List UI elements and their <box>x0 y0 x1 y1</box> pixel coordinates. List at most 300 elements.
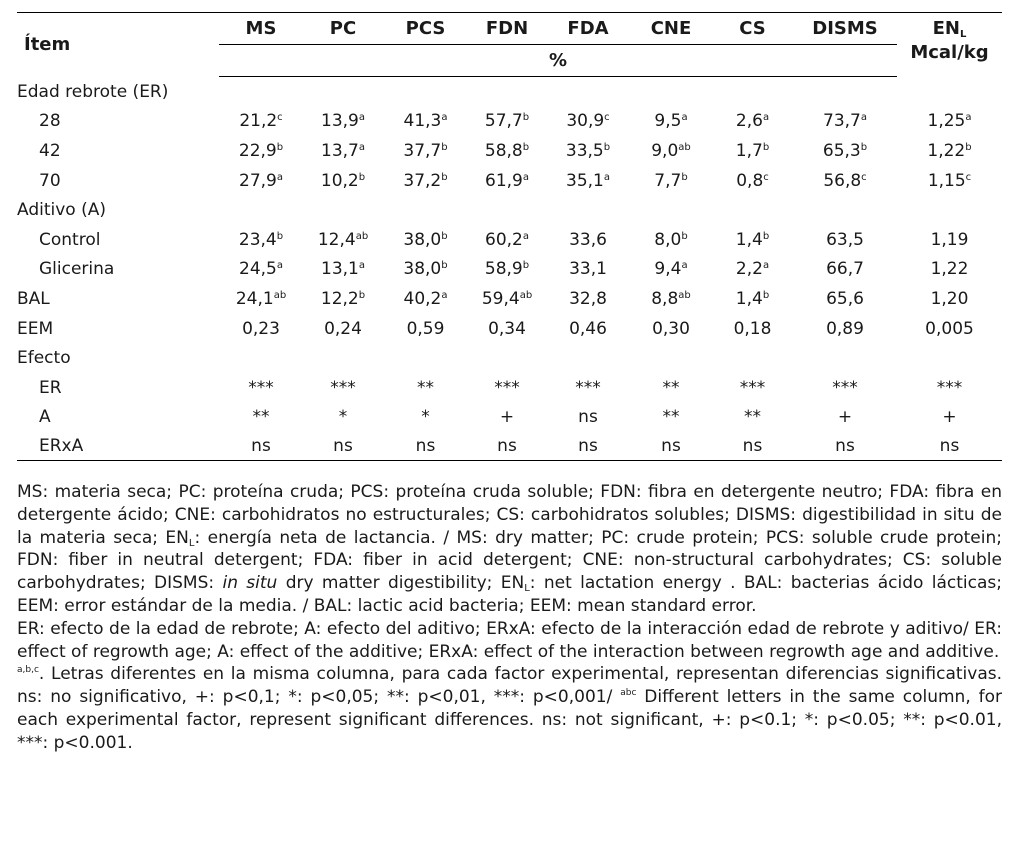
col-header-fdn: FDN <box>468 13 546 45</box>
cell-superscript: c <box>604 112 610 124</box>
table-cell <box>793 343 897 373</box>
cell-value: 37,7 <box>403 140 442 161</box>
cell-superscript: c <box>277 112 283 124</box>
note-text: Different letters in the same column, for each experimental factor, represent significant differences. ns: not significant, +: p<0.1; *: p<0.05; **: p<0.01, ***: p<0.001. <box>17 687 1003 753</box>
cell-superscript: ab <box>273 289 287 301</box>
cell-superscript: b <box>441 230 448 242</box>
cell-value: 65,6 <box>826 288 864 309</box>
row-label: Aditivo (A) <box>17 200 106 221</box>
cell-superscript: b <box>522 141 530 153</box>
cell-superscript: b <box>860 141 868 153</box>
table-cell <box>383 195 468 225</box>
table-cell <box>383 343 468 373</box>
col-header-pc: PC <box>303 13 383 45</box>
note-significance <box>17 663 1002 754</box>
cell-superscript: c <box>763 171 769 183</box>
cell-superscript: a <box>441 112 448 124</box>
note-text: : net lactation energy . BAL: bacterias ácido lácticas; EEM: error estándar de la media. / BAL: lactic acid bacteria; EEM: mean standard error. <box>17 573 1002 616</box>
note-superscript: a,b,c <box>17 665 39 676</box>
table-row <box>17 195 1002 225</box>
note-text: dry matter digestibility; EN <box>277 573 525 594</box>
cell-value: 63,5 <box>826 229 864 250</box>
cell-value: 58,9 <box>484 259 523 280</box>
cell-value: 21,2 <box>239 111 278 132</box>
cell-value: 33,6 <box>569 229 607 250</box>
table-cell <box>468 432 546 461</box>
results-table <box>17 12 1002 461</box>
cell-superscript: ab <box>678 289 691 301</box>
cell-superscript: a <box>522 230 529 242</box>
table-cell <box>383 255 468 285</box>
table-row <box>17 225 1002 255</box>
table-cell <box>712 77 793 107</box>
table-cell <box>793 225 897 255</box>
table-cell <box>546 107 630 137</box>
cell-value: 9,0 <box>651 140 679 161</box>
cell-value: 9,4 <box>654 259 682 280</box>
table-cell <box>546 403 630 433</box>
cell-value: 38,0 <box>403 229 442 250</box>
cell-value: 0,005 <box>925 318 974 339</box>
cell-superscript: ab <box>678 141 691 153</box>
cell-value: ns <box>497 436 517 457</box>
cell-superscript: a <box>276 171 283 183</box>
cell-value: * <box>338 407 348 428</box>
table-row <box>17 432 1002 461</box>
table-body <box>17 77 1002 461</box>
cell-value: 0,30 <box>652 318 690 339</box>
table-cell <box>468 343 546 373</box>
cell-value: 73,7 <box>823 111 861 132</box>
note-effects: ER: efecto de la edad de rebrote; A: efecto del aditivo; ERxA: efecto de la interacción edad de rebrote y aditivo/ ER: effect of regrowth age; A: effect of the additive; ERxA: effect of the interaction between regrowth age and additive. <box>17 618 1002 662</box>
row-label: Edad rebrote (ER) <box>17 81 169 102</box>
row-label: 28 <box>39 111 61 132</box>
cell-value: + <box>499 407 515 428</box>
cell-value: 58,8 <box>484 140 523 161</box>
table-cell <box>897 284 1002 314</box>
table-cell <box>630 77 712 107</box>
table-cell <box>303 373 383 403</box>
table-cell <box>897 343 1002 373</box>
cell-value: ns <box>939 436 960 457</box>
cell-value: ** <box>417 377 434 398</box>
table-cell <box>897 225 1002 255</box>
cell-superscript: a <box>681 112 688 124</box>
table-cell <box>712 107 793 137</box>
table-cell <box>897 166 1002 196</box>
cell-value: 12,4 <box>317 229 356 250</box>
cell-value: 0,34 <box>488 318 526 339</box>
cell-superscript: c <box>861 171 867 183</box>
table-cell <box>303 255 383 285</box>
table-cell <box>630 284 712 314</box>
row-label: BAL <box>17 288 50 309</box>
cell-superscript: b <box>441 171 448 183</box>
table-cell <box>630 255 712 285</box>
col-header-pcs: PCS <box>383 13 468 45</box>
note-text: MS: materia seca; PC: proteína cruda; PCS: proteína cruda soluble; FDN: fibra en detergente neutro; FDA: fibra en detergente ácido; CNE: carbohidratos no estructurales; CS: carbohidratos solubles; DISMS: digestibilidad in situ de la materia seca; EN <box>17 482 1002 548</box>
cell-superscript: a <box>762 112 770 124</box>
row-label: EEM <box>17 318 54 339</box>
table-cell <box>219 136 303 166</box>
row-label: ER <box>39 377 62 398</box>
cell-value: 13,1 <box>321 259 359 280</box>
table-cell <box>468 136 546 166</box>
col-header-ms: MS <box>219 13 303 45</box>
table-cell <box>630 195 712 225</box>
table-cell <box>546 432 630 461</box>
cell-value: 0,8 <box>736 170 764 191</box>
cell-value: ** <box>662 377 680 398</box>
cell-superscript: a <box>358 141 365 153</box>
table-cell <box>897 432 1002 461</box>
table-row <box>17 136 1002 166</box>
table-cell <box>383 77 468 107</box>
cell-value: 0,46 <box>569 318 607 339</box>
table-cell <box>630 166 712 196</box>
note-subscript: L <box>524 583 530 595</box>
cell-value: 23,4 <box>238 229 277 250</box>
cell-value: 60,2 <box>485 229 523 250</box>
cell-value: + <box>837 407 853 428</box>
cell-value: 59,4 <box>481 288 520 309</box>
cell-value: *** <box>832 377 858 398</box>
table-cell <box>303 136 383 166</box>
table-cell <box>468 195 546 225</box>
note-abbreviations <box>17 481 1002 618</box>
cell-value: 24,5 <box>239 259 277 280</box>
cell-superscript: b <box>358 289 366 301</box>
table-cell <box>219 77 303 107</box>
cell-value: 0,23 <box>242 318 280 339</box>
table-cell <box>793 77 897 107</box>
cell-superscript: b <box>681 230 688 242</box>
table-cell <box>630 432 712 461</box>
table-cell <box>793 166 897 196</box>
cell-superscript: ab <box>355 230 369 242</box>
cell-value: ns <box>415 436 436 457</box>
cell-value: 38,0 <box>403 259 442 280</box>
col-header-cne: CNE <box>630 13 712 45</box>
table-cell <box>303 343 383 373</box>
table-cell <box>546 225 630 255</box>
table-cell <box>630 314 712 344</box>
note-superscript: abc <box>620 688 637 699</box>
note-text: : energía neta de lactancia. / MS: dry matter; PC: crude protein; PCS: soluble crude protein; FDN: fiber in neutral detergent; FDA: fiber in acid detergent; CNE: non-structural carbohydrates; CS: soluble carbohydrates; DISMS: <box>17 527 1002 594</box>
cell-superscript: a <box>965 112 972 124</box>
cell-value: * <box>421 407 430 428</box>
table-cell <box>383 225 468 255</box>
row-label: Glicerina <box>39 259 115 280</box>
cell-value: 2,6 <box>735 111 763 132</box>
table-cell <box>712 255 793 285</box>
row-label: Efecto <box>17 348 71 369</box>
table-cell <box>897 136 1002 166</box>
cell-value: 12,2 <box>320 288 359 309</box>
table-cell <box>383 166 468 196</box>
cell-superscript: a <box>358 112 365 124</box>
cell-value: ** <box>744 407 761 428</box>
table-cell <box>303 403 383 433</box>
cell-value: 40,2 <box>403 288 442 309</box>
table-cell <box>383 107 468 137</box>
table-cell <box>712 403 793 433</box>
table-cell <box>468 166 546 196</box>
table-cell <box>546 77 630 107</box>
cell-superscript: a <box>358 260 365 272</box>
table-cell <box>546 314 630 344</box>
cell-value: 1,7 <box>735 140 763 161</box>
cell-value: 13,9 <box>321 111 359 132</box>
row-label: ERxA <box>17 432 219 461</box>
cell-value: 2,2 <box>735 259 763 280</box>
cell-value: ns <box>333 436 353 457</box>
table-cell <box>546 373 630 403</box>
table-row <box>17 403 1002 433</box>
cell-value: ** <box>252 407 270 428</box>
table-cell <box>219 255 303 285</box>
cell-value: 9,5 <box>654 111 682 132</box>
cell-value: ns <box>251 436 271 457</box>
table-cell <box>219 343 303 373</box>
table-cell <box>630 343 712 373</box>
table-cell <box>793 284 897 314</box>
row-label: 70 <box>39 170 61 191</box>
table-cell <box>897 373 1002 403</box>
unit-percent: % <box>219 45 897 77</box>
table-row <box>17 107 1002 137</box>
cell-superscript: a <box>276 260 283 272</box>
table-cell <box>712 136 793 166</box>
cell-value: 8,0 <box>654 229 682 250</box>
cell-value: *** <box>248 377 274 398</box>
cell-value: 10,2 <box>320 170 359 191</box>
cell-superscript: a <box>762 260 770 272</box>
table-row <box>17 255 1002 285</box>
col-header-enl <box>897 13 1002 77</box>
cell-superscript: b <box>965 141 972 153</box>
table-cell <box>712 432 793 461</box>
cell-superscript: b <box>441 260 448 272</box>
cell-superscript: a <box>441 289 448 301</box>
cell-value: 22,9 <box>238 140 277 161</box>
cell-value: 27,9 <box>239 170 277 191</box>
table-cell <box>468 225 546 255</box>
table-cell <box>303 107 383 137</box>
table-cell <box>712 284 793 314</box>
table-cell <box>219 403 303 433</box>
table-cell <box>468 77 546 107</box>
table-cell <box>219 432 303 461</box>
table-cell <box>383 403 468 433</box>
table-cell <box>468 107 546 137</box>
table-cell <box>303 195 383 225</box>
cell-value: 32,8 <box>569 288 607 309</box>
table-cell <box>897 107 1002 137</box>
table-cell <box>793 136 897 166</box>
cell-value: *** <box>739 377 766 398</box>
cell-value: ns <box>661 436 681 457</box>
cell-value: 1,22 <box>927 140 966 161</box>
table-cell <box>793 107 897 137</box>
enl-subscript: L <box>960 29 967 40</box>
cell-value: *** <box>330 377 356 398</box>
table-cell <box>546 136 630 166</box>
table-cell <box>468 255 546 285</box>
cell-value: ns <box>578 407 598 428</box>
item-header: Ítem <box>17 13 219 77</box>
cell-value: + <box>942 407 957 428</box>
table-cell <box>712 343 793 373</box>
table-cell <box>897 255 1002 285</box>
table-row <box>17 314 1002 344</box>
table-cell <box>546 195 630 225</box>
cell-superscript: b <box>358 171 366 183</box>
table-cell <box>219 195 303 225</box>
cell-value: 35,1 <box>566 170 604 191</box>
header-row <box>17 13 1002 45</box>
row-label: A <box>39 407 51 428</box>
table-cell <box>468 403 546 433</box>
cell-superscript: a <box>603 171 610 183</box>
table-cell <box>219 373 303 403</box>
table-row <box>17 77 1002 107</box>
table-cell <box>630 403 712 433</box>
table-cell <box>383 373 468 403</box>
table-cell <box>897 77 1002 107</box>
cell-value: 0,18 <box>733 318 772 339</box>
cell-superscript: b <box>762 230 770 242</box>
cell-superscript: b <box>762 141 770 153</box>
table-cell <box>303 166 383 196</box>
table-cell <box>793 314 897 344</box>
table-cell <box>546 284 630 314</box>
cell-value: 41,3 <box>403 111 442 132</box>
cell-value: ns <box>742 436 763 457</box>
cell-value: 0,59 <box>406 318 445 339</box>
cell-value: 1,25 <box>927 111 966 132</box>
table-cell <box>468 284 546 314</box>
table-cell <box>546 166 630 196</box>
table-cell <box>303 284 383 314</box>
table-cell <box>468 314 546 344</box>
table-cell <box>219 225 303 255</box>
cell-value: 1,4 <box>735 229 763 250</box>
cell-value: 24,1 <box>235 288 274 309</box>
table-cell <box>219 166 303 196</box>
table-cell <box>630 136 712 166</box>
table-cell <box>630 107 712 137</box>
table-cell <box>383 284 468 314</box>
cell-superscript: b <box>276 230 284 242</box>
cell-value: 13,7 <box>321 140 359 161</box>
cell-superscript: a <box>860 112 867 124</box>
row-label: Control <box>39 229 101 250</box>
cell-value: 0,89 <box>826 318 864 339</box>
cell-value: *** <box>936 377 963 398</box>
cell-value: *** <box>575 377 601 398</box>
table-cell <box>303 225 383 255</box>
cell-superscript: b <box>522 260 530 272</box>
cell-value: 0,24 <box>324 318 362 339</box>
table-cell <box>383 432 468 461</box>
table-cell <box>712 373 793 403</box>
cell-value: ns <box>578 436 598 457</box>
table-cell <box>897 195 1002 225</box>
cell-value: 1,19 <box>930 229 969 250</box>
cell-superscript: b <box>762 289 770 301</box>
cell-superscript: a <box>681 260 688 272</box>
table-cell <box>383 136 468 166</box>
table-cell <box>793 432 897 461</box>
cell-value: 56,8 <box>823 170 862 191</box>
cell-superscript: b <box>441 141 448 153</box>
cell-value: 66,7 <box>826 259 864 280</box>
cell-value: 1,22 <box>930 259 969 280</box>
table-cell <box>468 373 546 403</box>
cell-value: 8,8 <box>651 288 679 309</box>
cell-value: *** <box>494 377 520 398</box>
table-cell <box>303 432 383 461</box>
table-cell <box>793 255 897 285</box>
table-cell <box>712 225 793 255</box>
table-cell <box>303 77 383 107</box>
note-italic: in situ <box>222 573 278 594</box>
cell-value: 7,7 <box>654 170 682 191</box>
table-cell <box>219 107 303 137</box>
table-cell <box>793 403 897 433</box>
cell-superscript: ab <box>519 289 533 301</box>
cell-superscript: a <box>522 171 529 183</box>
note-subscript: L <box>188 537 195 549</box>
cell-value: 30,9 <box>566 111 605 132</box>
table-cell <box>712 195 793 225</box>
cell-value: 1,20 <box>930 288 969 309</box>
cell-value: 65,3 <box>822 140 861 161</box>
table-cell <box>897 314 1002 344</box>
table-cell <box>630 373 712 403</box>
table-cell <box>303 314 383 344</box>
table-cell <box>630 225 712 255</box>
col-header-disms: DISMS <box>793 13 897 45</box>
table-notes <box>17 481 1002 755</box>
table-cell <box>712 314 793 344</box>
note-text: . Letras diferentes en la misma columna, para cada factor experimental, representan diferencias significativas. ns: no significativo, +: p<0,1; *: p<0,05; **: p<0,01, ***: p<0,001/ <box>17 664 1002 708</box>
cell-value: 33,5 <box>565 140 604 161</box>
table-cell <box>712 166 793 196</box>
cell-value: 61,9 <box>485 170 523 191</box>
cell-superscript: b <box>603 141 611 153</box>
enl-unit: Mcal/kg <box>910 42 989 63</box>
table-row <box>17 284 1002 314</box>
table-cell <box>546 343 630 373</box>
cell-superscript: c <box>965 171 972 183</box>
cell-superscript: b <box>681 171 688 183</box>
table-cell <box>897 403 1002 433</box>
cell-value: 1,4 <box>735 288 763 309</box>
table-row <box>17 373 1002 403</box>
col-header-cs: CS <box>712 13 793 45</box>
table-cell <box>383 314 468 344</box>
cell-value: 1,15 <box>927 170 966 191</box>
cell-value: ns <box>835 436 855 457</box>
table-row <box>17 166 1002 196</box>
table-cell <box>546 255 630 285</box>
table-cell <box>219 314 303 344</box>
table-cell <box>793 373 897 403</box>
table-cell <box>219 284 303 314</box>
table-cell <box>793 195 897 225</box>
